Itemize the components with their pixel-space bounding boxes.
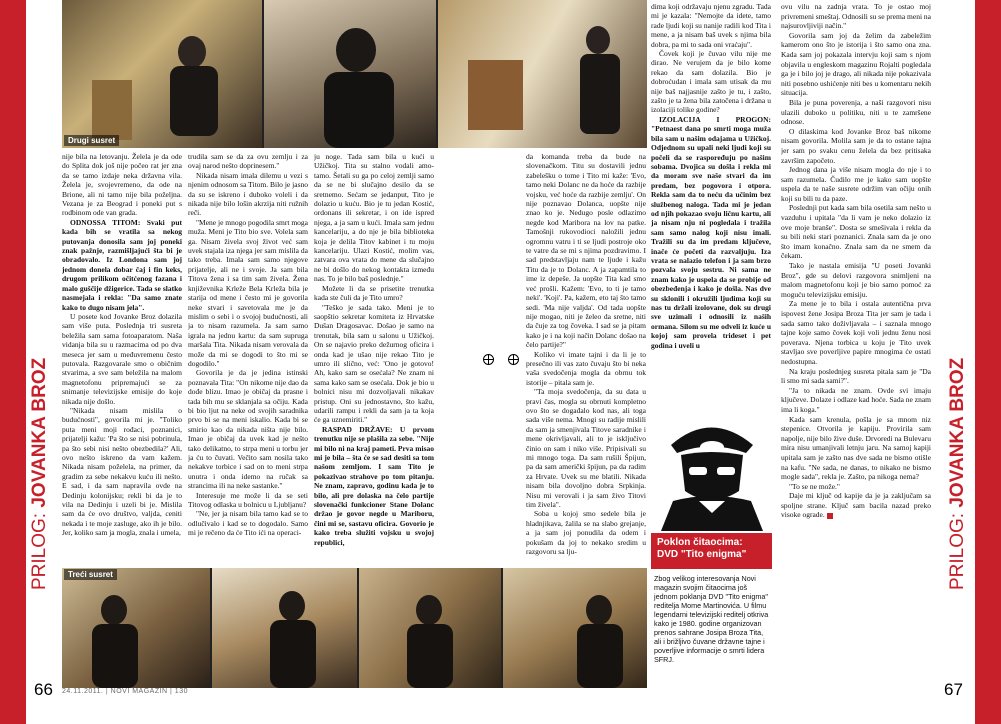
end-mark-icon bbox=[827, 513, 833, 519]
photo-7 bbox=[503, 568, 647, 688]
paragraph: ODNOSSA TITOM: Svaki put kada bih se vratila sa nekog putovanja donosila sam joj poneki znak pažnje, razmišljajući šta bi je obradovalo. Iz Londona sam joj jednom donela dobar čaj i fin keks, drugom prilikom očitćenog fazana i malo guščije džigerice. Tada se slatko nasmejala i rekla: "Da samo znate kako to dugo nisam jela". bbox=[62, 217, 182, 312]
text-column-4 bbox=[526, 152, 646, 564]
paragraph: "Nikada nisam mislila o budućnosti", govorila mi je. "Toliko puta meni moji rođaci, poznanici, prijatelji kažu: 'Pa što se nisi pobrinula, pa što sebi nisi nešto obezbedila?' Ali, ovo nešto iskreno da vam kažem. Nikada nisam poželela, na primer, da gradim za sebe nekakvu kuću ili nešto. E sad, i da sam napravila ovde na Dedinju kolonijsku; rekli bi da je to vila na Dedinju i uzeli bi je. Mislila sam da će ovo društvo, valjda, ceniti nekada i te moje zasluge, ako ih je bilo. Jer, koliko sam ja mogla, znala i umela, bbox=[62, 405, 182, 538]
paragraph: "Ta moja svedočenja, da su data u pravi čas, mogla su obrnuti kompletno ovo što se događalo kod nas, ali toga sada više nema. Mnogi su radije mislili da sam ja smenjivala Titove saradnike i mene okrivljavali, ali to je isključivo činio on sam i niko više. Pripisivali su mi mnogo toga. Da sam rušili Špijun, pa da sam američki špijun, pa da radim za Hrvate. Uvek su me blatili. Nikada nisam bila dovoljno dobra Srpkinja. Nisu mi verovali i ja sam živo Titovi tim živela". bbox=[526, 387, 646, 510]
paragraph bbox=[781, 491, 931, 520]
paragraph: ju noge. Tada sam bila u kući u Užičkoj. Tita su stalno vodali amo-tamo. Šetali su ga po celoj zemlji samo da se ne bi slučajno desilo da se sretnemo. Sećam se jedanput, Tito je dolazio u kuću. Bio je tu jedan Kostić, ordonans ili sekretar, i on ide ispred njega, a ja sam u kući. Imala sam jednu kancelariju, a do nje je bila biblioteka koja je delila Titov kabinet i tu moju kancelariju. Ulazi Kostić, molim vas, zatvara ova vrata do mene da slučajno ne bi došlo do nekog kontakta između nas. To je bilo baš poslednje." bbox=[314, 152, 434, 284]
paragraph: Koliko vi imate tajni i da li je to presečno ili vas zato čuvaju što bi neka vaša svedočenja mogla da obrnu tok istorije – pitala sam je. bbox=[526, 349, 646, 387]
tito-illustration bbox=[651, 405, 772, 531]
paragraph: Možete li da se prisetite trenutka kada ste čuli da je Tito umro? bbox=[314, 283, 434, 303]
paragraph: ovu vilu na zadnja vrata. To je ostao moj privremeni smeštaj. Odnosili su se prema meni na najsurovljiviji način." bbox=[781, 2, 931, 31]
photo-2 bbox=[264, 0, 436, 148]
paragraph: trudila sam se da za ovu zemlju i za ovaj narod nešto doprinesem." bbox=[188, 152, 308, 171]
paragraph: Interesuje me može li da se seti Titovog odlaska u bolnicu u Ljubljanu? bbox=[188, 490, 308, 510]
paragraph: Govorila je da je jedina istinski poznavala Tita: "On nikome nije dao da dođe blizu. Imao je običaj da prasne i tada bih mu se sklanjala sa očiju. Kada bi bio ljut na neke od svojih saradnika prvo bi se na meni iskalio. Kada bi se smirio kao da nikada ništa nije bilo. Imao je običaj da uvek kad je nešto tako delikatno, to strpa meni u torbu jer ja ću to čuvati. Večito sam nosila tako nekakve torbice i sad on to meni strpa unutra i onda idemo na ručak sa strancima ili na neke sastanke." bbox=[188, 368, 308, 491]
registration-mark bbox=[483, 354, 494, 365]
page-number-right: 67 bbox=[944, 680, 963, 699]
paragraph: Za mene je to bila i ostala autentična prva ispovest žene Josipa Broza Tita jer sam je tada i sada samo tako doživljavala – i saznala mnogo tajne koje samo čovek koji voli jednu ženu nosi poverava. Njena torbica u koju je Tito uvek stavljao sve poverljive papire mnogima će ostati nedostupna. bbox=[781, 299, 931, 366]
paragraph: Soba u kojoj smo sedele bila je hladnjikava, žalila se na slabo grejanje, a ja sam joj ponudila da odem i pokušam da joj to nekako sredim u razgovoru sa lju- bbox=[526, 509, 646, 557]
promo-box-title: Poklon čitaocima: DVD "Tito enigma" bbox=[651, 533, 772, 569]
caption-bottom: Treći susret bbox=[64, 569, 117, 580]
paragraph: IZOLACIJA I PROGON: "Petnaest dana po smrti moga muža bila sam u našim odajama u Užičkoj. Odjednom su upali neki ljudi koji su počeli da se raspoređuju po našim sobama. Dvojica su došla i rekla mi da moram sve naše stvari da im predam, bez pogovora i otpora. Rekla sam da to neću da učinim bez službenog naloga. Tada mi je jedan od njih pokazao svoju ličnu kartu, ali ja nisam nju ni pogledala i tražila sam samo nalog koji nisu imali. Tražili su da im predam ključeve, inače će početi da razvaljuju. Iza vrata se nalazio telefon i ja sam brzo pozvala svoju sestru. Ni sama ne znam kako je uspela da se probije od obezbeđenja i kako je došla. Nas dve su sklonili i okružili ljudima koji su nas tu držali izolovane, dok su drugi sve uzimali i odnosili iz naših ormana. Silom su me odveli iz kuće u kojoj sam provela trideset i pet godina i uveli u bbox=[651, 114, 771, 350]
paragraph: "Teško je sada tako. Meni je to saopštio sekretar komiteta iz Hrvatske Dušan Dragosavac. Došao je samo na trenutak, bila sam u salonu u Užičkoj. On se najavio preko dežurnog oficira i onda kad je ušao nije rekao Tito je umro ili slično, već: 'Ono je gotovo! Ah, kako sam se osećala? Ne znam ni sama kako sam se osećala. Dok je bio u bolnici nisu mi dozvoljavali nikakav pristup. Oni su jednostavno, što kažu, udarili rampu i rekli da sam ja ta koja će ga uznemiriti." bbox=[314, 302, 434, 425]
text-column-2 bbox=[188, 152, 308, 564]
photo-4 bbox=[62, 568, 210, 688]
right-red-band bbox=[975, 0, 1001, 724]
paragraph: Čovek koji je čuvao vilu nije me dirao. Ne verujem da je bilo kome rekao da sam dolazila. Bio je dobroćudan i imala sam utisak da mu nije baš najjasnije zašto je tu, i zašto, zašto je ta žena bila zatočena i držana u izolaciji tolike godine? bbox=[651, 49, 771, 115]
paragraph: "Mene je mnogo pogodila smrt moga muža. Meni je Tito bio sve. Volela sam ga. Nisam živela svoj život već sam uvek stajala iza njega jer sam mislila da tako treba. Imala sam samo njegove prijatelje, ali ne i svoje. Ja sam bila Titova žena i sa tim sam živela. Žena književnika Krleže Bela Krleža bila je starija od mene i često mi je govorila neke stvari i savetovala me je da mislim o sebi i o svojoj budućnosti, ali ja to nisam razumela. Ja sam samo igrala na jednu kartu: da sam supruga maršala Tita. Nikada nisam verovala da može da mi se dogodi to što mi se dogodilo." bbox=[188, 217, 308, 368]
paragraph: Tako je nastala emisija "U poseti Jovanki Broz", gde su delovi razgovora snimljeni na malom magnetofonu koji je bio samo pomoć za moguću televizijsku emisiju. bbox=[781, 261, 931, 299]
top-photo-strip bbox=[62, 0, 647, 148]
paragraph: nije bila na letovanju. Želela je da ode do Splita dok još nije počeo rat jer zna da se tamo izdaje neka državna vila. Želela je, svojevremeno, da ode na Brione, ali ni tamo nije bila poželjna. Vezana je za Beograd i poneki put s rodbinom ode van grada. bbox=[62, 152, 182, 218]
photo-3-figure bbox=[438, 0, 647, 148]
paragraph: U posete kod Jovanke Broz dolazila sam više puta. Poslednja tri susreta beležila sam sama fotoaparatom. Naša vidanja bila su u razmacima od po dva meseca jer sam u međuvremenu često putovala. Razgovarale smo o običnim stvarima, a sve sam beležila na malom magnetofonu pripremajući se za snimanje televizijske emisije do koje nikada nije došlo. bbox=[62, 311, 182, 406]
paragraph: Govorila sam joj da želim da zabeležim kamerom ono što je istorija i što samo ona zna. Kada sam joj pokazala intervju koji sam s njom objavila u engleskom magazinu Rojalti pogledala ga je i bilo joj je drago, ali nikada nije pokazivala niti posebno ushićenje niti bes u komentaru nekih situacija. bbox=[781, 30, 931, 98]
paragraph: RASPAD DRŽAVE: U prvom trenutku nije se plašila za sebe. "Nije mi bilo ni na kraj pameti. Prva misao mi je bila – šta će se sad desiti sa tom našom zemljom. I sam Tito je pokazivao strahove po tom pitanju. Ne znam, zapravo, godinu kada je to bilo, ali pre dolaska na čelo partije slovenački funkcioner Stane Dolanc držao je govor negde u Mariboru, čini mi se, sastavu oficira. Govorio je kako treba služiti vojsku u svojoj republici, bbox=[314, 424, 434, 547]
photo-2-figure bbox=[264, 0, 436, 148]
text-column-3 bbox=[314, 152, 434, 564]
photo-3 bbox=[438, 0, 647, 148]
paragraph: Bila je puna poverenja, a naši razgovori nisu ulazili duboko u politiku, niti u te zamršene odnose. bbox=[781, 97, 931, 127]
paragraph: Poslednji put kada sam bila osetila sam nešto u vazduhu i upitala "da li vam je neko dolazio iz ove moje branše". Dosta se smešivala i rekla da su bili neki stari poznanici. Znala sam da je ono što imam konačno. Znala sam da ne smem da čekam. bbox=[781, 203, 931, 261]
paragraph: "Ja to nikada ne znam. Ovde svi imaju ključeve. Dolaze i odlaze kad hoće. Sada ne znam ima li koga." bbox=[781, 385, 931, 414]
paragraph-text: Daje mi ključ od kapije da je ja zaključam sa spoljne strane. Ključ sam bacila nazad preko visoke ograde. bbox=[781, 491, 931, 520]
section-label-right: PRILOG: JOVANKA BROZ bbox=[947, 357, 968, 590]
photo-6-figure bbox=[359, 568, 501, 688]
bottom-photo-strip bbox=[62, 568, 647, 688]
paragraph: da komanda treba da bude na slovenačkom. Titu su dostavili jednu zabelešku o tome i Tito mi kaže: 'Evo, tamo neki Dolanc ne da hoće da razbije vojsku, već hoće da razbije zemlju'. On nije poznavao Dolanca, uopšte nije znao ko je. Nedugo posle odlazimo negde kod Maribora na lov na patke. Tamošnji rukovodioci naložili jednu ogromnu vatru i ti se ljudi postroje oko te vatre da se mi s njima pozdravimo. I sad predstavljaju nam te ljude i kažu Titu da je to Dolanc. A ja zapamtila to ime iz depeše. Ja uopšte Tita kad smo već prošli. Kažem: 'Evo, to ti je tamo neki'. 'Koji'. Pa, kažem, eto taj što tamo sedi. 'Ma nije valjda'. Od tada uopšte nije mogao, niti je želeo da sretne, niti da čuje za tog čoveka. I sad se ja pitam kako je i na koji način Dolanc došao na čelo partije?" bbox=[526, 152, 646, 350]
text-column-6 bbox=[781, 2, 931, 684]
photo-7-figure bbox=[503, 568, 647, 688]
paragraph: Kada sam krenula, pošla je sa mnom niz stepenice. Otvorila je kapiju. Provirila sam napolje, nije bilo žive duše. Drvoredi na Bulevaru mira nisu umanjivali letnju jaru. Na samoj kapiji upitala sam je zašto nas dve sada ne bismo otišle na kafu. "Ne sada, ne danas, to nikako ne bismo mogle sada", rekla je. Zašto, pa nikoga nema? bbox=[781, 414, 931, 482]
photo-6 bbox=[359, 568, 501, 688]
caption-top: Drugi susret bbox=[64, 135, 119, 146]
section-label-left: PRILOG: JOVANKA BROZ bbox=[29, 357, 50, 590]
registration-mark bbox=[508, 354, 519, 365]
paragraph: "To se ne može." bbox=[789, 481, 840, 491]
footer-info: 24.11.2011. | NOVI MAGAZIN | 130 bbox=[62, 688, 188, 695]
photo-1-figure bbox=[62, 0, 262, 148]
paragraph: dima koji održavaju njenu zgradu. Tada mi je kazala: "Nemojte da idete, tamo rade ljudi koji su nanije radili kod Tita i mene, a ja nisam baš uvek s njima bila dobra, pa mi to sada oni vraćaju". bbox=[651, 2, 771, 49]
text-column-1 bbox=[62, 152, 182, 564]
paragraph: Jednog dana ja više nisam mogla do nje i to sam razumela. Čudilo me je kako sam uopšte uspela da te naše susrete održim van očiju onih koji su bili tu da paze. bbox=[781, 165, 931, 203]
tito-silhouette-icon bbox=[651, 405, 772, 531]
paragraph: "Ne, jer ja nisam bila tamo kad se to odlučivalo i kad se to dogodalo. Samo mi je rečeno da će Tito ići na operaci- bbox=[188, 509, 308, 538]
photo-1 bbox=[62, 0, 262, 148]
photo-5 bbox=[212, 568, 357, 688]
promo-box-text: Zbog velikog interesovanja Novi magazin svojim čitaocima još jednom poklanja DVD "Tito enigma" reditelja Mome Martinovića. U filmu legendarni televizijski reditelj otkriva kako je 1980. godine organizovan prenos sahrane Josipa Broza Tita, ali i brižljivo čuvane državne tajne i poverljive informacije o smrti lidera SFRJ. bbox=[654, 574, 769, 664]
paragraph: Nikada nisam imala dilemu u vezi s njenim odnosom sa Titom. Bilo je jasno da su se iskreno i duboko voleli i da nikada nije bilo lošin akrzija niti ružnih reči. bbox=[188, 170, 308, 218]
photo-4-figure bbox=[62, 568, 210, 688]
paragraph: Na kraju poslednjeg susreta pitala sam je "Da li smo mi sada sami?". bbox=[781, 366, 931, 386]
photo-5-figure bbox=[212, 568, 357, 688]
left-red-band bbox=[0, 0, 26, 724]
paragraph: O dilaskima kod Jovanke Broz baš nikome nisam govorila. Molila sam je da to ostane tajna jer sam po svaku cenu želela da bez pritisaka završim započeto. bbox=[781, 126, 931, 165]
page-number-left: 66 bbox=[34, 680, 53, 699]
text-column-5 bbox=[651, 2, 771, 400]
